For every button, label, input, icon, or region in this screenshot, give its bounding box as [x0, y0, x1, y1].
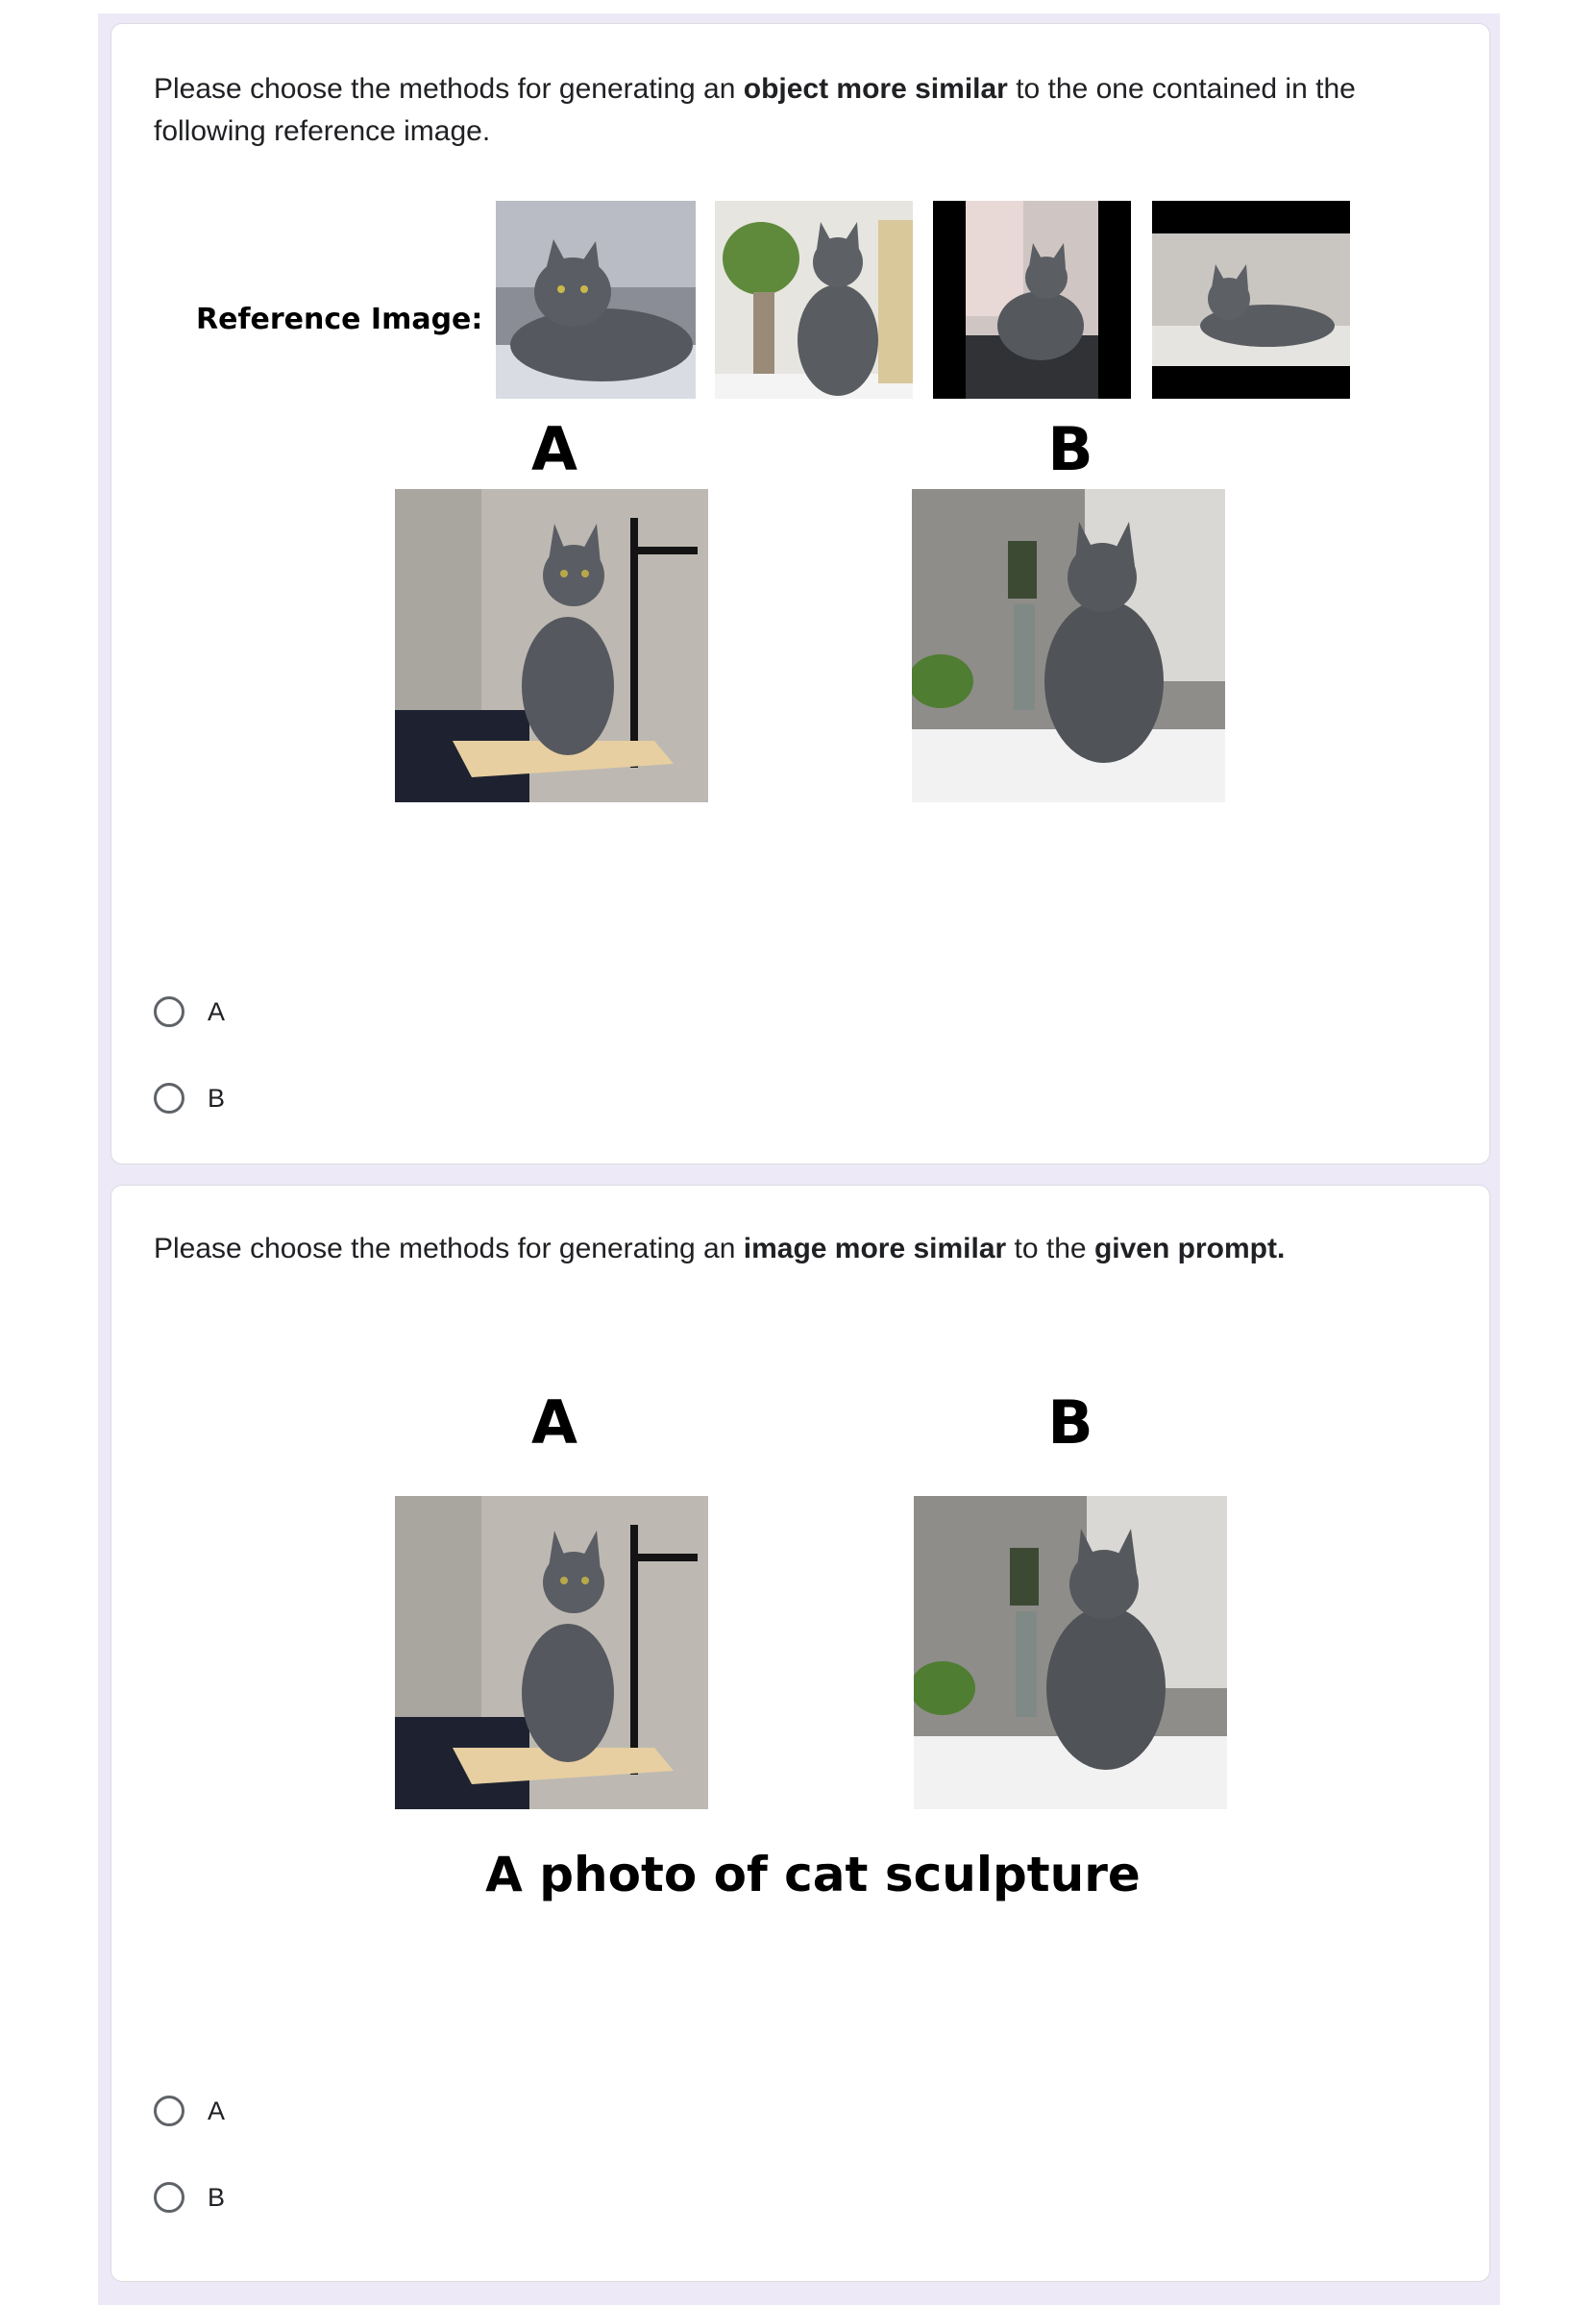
reference-image-1: [496, 201, 696, 399]
option-b-label: B: [208, 1083, 226, 1113]
option-b[interactable]: [154, 1079, 225, 1117]
reference-image-3: [933, 201, 1131, 399]
method-a-label: A: [531, 414, 577, 484]
method-b-image: [914, 1496, 1227, 1809]
radio-b[interactable]: [154, 2182, 184, 2213]
prompt-caption: A photo of cat sculpture: [485, 1847, 1141, 1902]
option-a-label: A: [208, 2096, 226, 2125]
option-b-label: B: [208, 2182, 226, 2212]
radio-a[interactable]: [154, 2096, 184, 2126]
radio-a[interactable]: [154, 996, 184, 1027]
method-b-label: B: [1047, 1387, 1093, 1458]
radio-b[interactable]: [154, 1083, 184, 1114]
option-b[interactable]: [154, 2178, 225, 2217]
method-a-image: [395, 1496, 708, 1809]
method-b-label: B: [1047, 414, 1093, 484]
question-card-object-similarity: [110, 23, 1490, 1165]
question-text: Please choose the methods for generating an image more similar to the given prompt.: [154, 1233, 1286, 1264]
reference-image-4: [1152, 201, 1350, 399]
method-a-label: A: [531, 1387, 577, 1458]
option-a-label: A: [208, 996, 226, 1026]
option-a[interactable]: [154, 993, 225, 1031]
reference-image-label: Reference Image:: [196, 303, 483, 336]
option-a[interactable]: [154, 2092, 225, 2130]
method-a-image: [395, 489, 708, 802]
method-b-image: [912, 489, 1225, 802]
reference-image-2: [715, 201, 913, 399]
question-card-prompt-similarity: [110, 1185, 1490, 2282]
question-text: Please choose the methods for generating an object more similar to the one contained in the following reference image.: [154, 73, 1356, 147]
